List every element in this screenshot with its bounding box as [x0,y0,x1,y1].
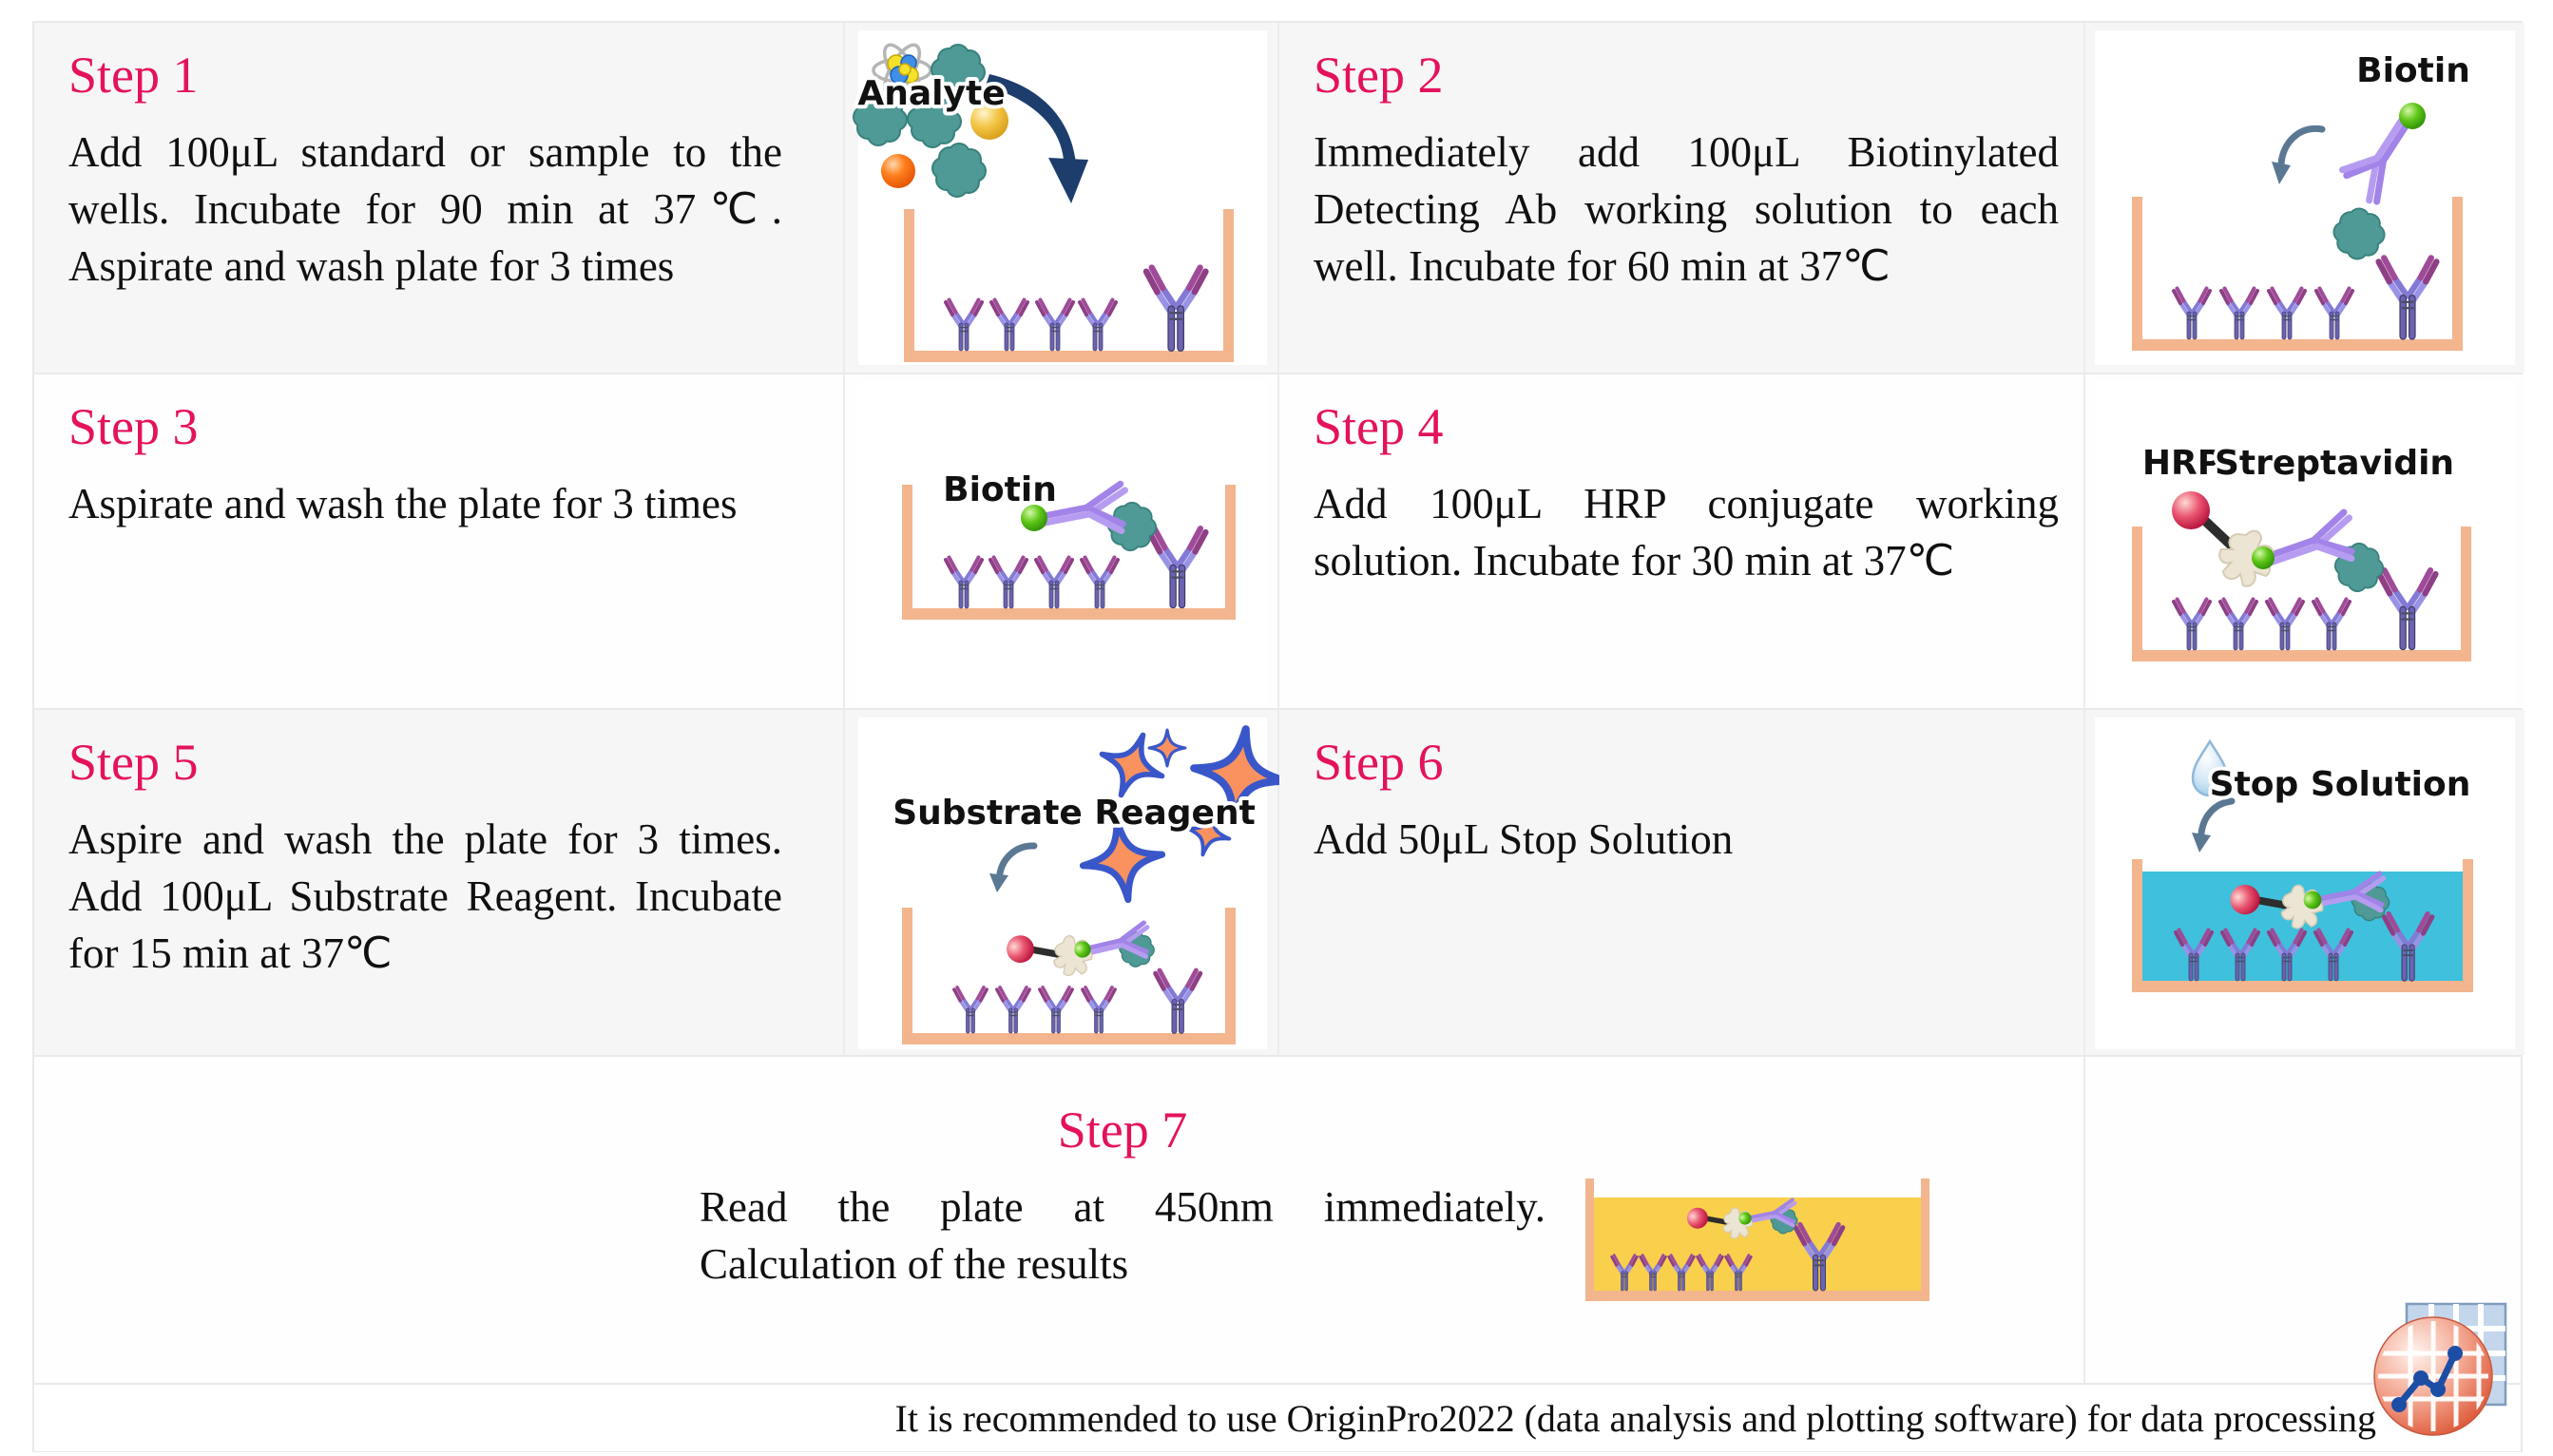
biotin-label: Biotin [943,470,1057,509]
step1-body: Add 100μL standard or sample to the wells. Incubate for 90 min at 37℃. Aspirate and wash plate for 3 times [68,128,782,290]
step2-text-cell [1279,23,2085,373]
row-4 [34,1057,2521,1385]
step2-illustration [2085,23,2524,374]
step6-body: Add 50μL Stop Solution [1314,815,1734,863]
row-3 [34,710,2521,1057]
step6-illustration-cell [2085,710,2524,1055]
step2-title: Step 2 [1314,47,1444,104]
step5-title: Step 5 [68,734,199,791]
step5-illustration-cell [845,710,1279,1055]
analyte-label: Analyte [857,74,1006,113]
step2-body: Immediately add 100μL Biotinylated Detecting Ab working solution to each well. Incubate for 60 min at 37℃ [1314,128,2059,290]
step1-illustration [845,23,1279,374]
step3-illustration [845,374,1279,710]
step4-body: Add 100μL HRP conjugate working solution. Incubate for 30 min at 37℃ [1314,480,2059,584]
step5-illustration [845,710,1279,1057]
row-2 [34,374,2521,710]
step3-text-cell [34,374,845,708]
step7-illustration [1582,1173,1933,1306]
step5-body: Aspire and wash the plate for 3 times. Add 100μL Substrate Reagent. Incubate for 15 min at 37℃ [68,815,782,977]
read-liquid [1594,1197,1921,1291]
origin-sphere-icon [2374,1317,2494,1435]
step1-title: Step 1 [68,47,199,104]
step3-title: Step 3 [68,398,199,455]
originpro-logo [2361,1298,2521,1441]
footer [34,1385,2521,1451]
step3-body: Aspirate and wash the plate for 3 times [68,480,738,527]
biotin-label: Biotin [2356,51,2470,90]
step5-text-cell [34,710,845,1055]
biotin-sphere [2399,103,2426,129]
substrate-reagent-label: Substrate Reagent [893,794,1256,833]
step6-title: Step 6 [1314,734,1444,791]
step1-illustration-cell [845,23,1279,373]
step4-title: Step 4 [1314,398,1444,455]
step2-illustration-cell [2085,23,2524,373]
procedure-table [32,21,2523,1452]
step1-text-cell [34,23,845,373]
sample-sphere-orange [881,154,915,188]
step6-illustration [2085,710,2524,1057]
footer-note: It is recommended to use OriginPro2022 (data analysis and plotting software) for data processing [894,1396,2376,1440]
step4-illustration-cell [2085,374,2524,708]
row-1 [34,23,2521,374]
step7-title: Step 7 [1057,1102,1188,1159]
hrp-label: HRP [2141,444,2223,483]
step4-illustration [2085,374,2524,710]
step6-text-cell [1279,710,2085,1055]
step3-illustration-cell [845,374,1279,708]
column-divider [2083,1057,2085,1383]
streptavidin-label: Streptavidin [2214,444,2455,483]
step4-text-cell [1279,374,2085,708]
stop-solution-label: Stop Solution [2209,765,2471,804]
step7-body: Read the plate at 450nm immediately. Calculation of the results [700,1183,1545,1288]
